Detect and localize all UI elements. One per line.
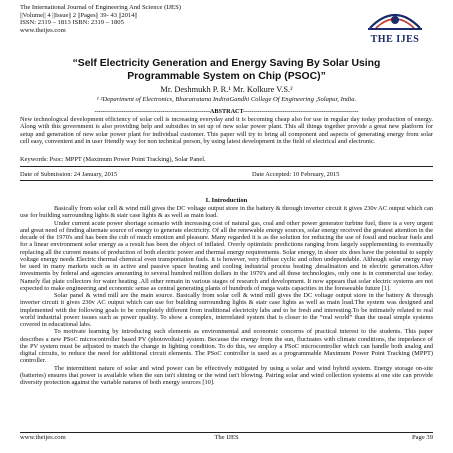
date-submission: Date of Submission: 24 January, 2015 — [20, 171, 118, 178]
authors: Mr. Deshmukh P. R.¹ Mr. Kolkure V.S.² — [160, 85, 293, 94]
footer-website[interactable]: www.theijes.com — [20, 434, 66, 441]
journal-volume: ||Volume|| 4 ||Issue|| 2 ||Pages|| 39- 43 ||2014|| — [20, 11, 138, 19]
keywords: Keywords: Psoc: MPPT (Maximum Power Point Tracking), Solar Panel. — [20, 156, 206, 163]
body-text — [20, 205, 433, 386]
affiliation: ¹ ²Department of Electronics, Bharatratana IndiraGandhi College Of Engineering ,Solapur, India. — [96, 96, 357, 103]
abstract-heading: --------------------------------------------------------ABSTRACT-------------------------------------------------------- — [94, 108, 359, 115]
logo-text: THE IJES — [370, 34, 420, 45]
footer-divider — [20, 432, 433, 433]
paragraph: Basically from solar cell & wind mill gives the DC voltage output store in the battery & through inverter circuit it gives 230v AC output which can use for building surrounding lights & stair case lights & as well as main load. — [20, 205, 433, 220]
paragraph: Solar panel & wind mill are the main source. Basically from solar cell & wind mill gives the DC voltage output store in the battery & through inverter circuit it gives 230v AC output which can use for building surrounding lights & stair case lights as well as main load.The system was designed and implemented with the following goals to be completely different from traditional electricity labs and to be fresh and interesting.To be intimately related to real world industrial power issues such as power quality. To show a complex, interrelated system that is closer to the “real world” than the usual simple systems covered in educational labs. — [20, 292, 433, 328]
journal-website[interactable]: www.theijes.com — [20, 26, 66, 34]
page-number: Page 39 — [411, 434, 433, 441]
page-footer — [20, 434, 433, 442]
footer-journal: The IJES — [214, 434, 239, 441]
paper-title — [30, 58, 423, 83]
divider — [20, 180, 433, 181]
journal-logo — [362, 4, 428, 48]
paragraph: Under current acute power shortage scenario with increasing cost of natural gas, coal and other power generator turbine fuel, there is a very urgent and great need of finding alternate source of energy to generate electricity. Of all the renewable energy sources, solar energy received the greatest attention in the decade of the 1970's and has been the cub of much emotion and pleasure. Many regarded it is as the solution for reducing the use of fossil and nuclear fuels and for a linear environment solar energy as a result has been the object of inflated. Overly optimistic predictions ranging from largely supplementing to eventually replacing all the current means of production of both electric power and thermal energy requirements. Solar energy, in sheer six does have the potential to supply voltage energy needs Electric thermal chemical even transportation fuels. it is however, very diffuse cyclic and often undependable. Although solar energy may be used in many markets such as in active and passive space heating and cooling industrial process heating ,desalination and in electric generation.After investments by federal and agencies amounting to several hundred million dollars in the 1970's and all these technologies, only one is in commercial use today. Namely flat plate collectors for water heating .All other remain in various stages of research and development. It now appears that solar electric systems are not expected to make engineering and economic sense as central generating plants of hundreds of mega watts capacities in the foreseeable future [1]. — [20, 219, 433, 292]
date-accepted: Date Accepted: 10 February, 2015 — [252, 171, 340, 178]
title-line-1: “Self Electricity Generation and Energy Saving By Solar Using — [72, 58, 381, 69]
title-line-2: Programmable System on Chip (PSOC)” — [127, 70, 326, 82]
dates-row — [20, 171, 433, 178]
abstract-text: New technological development efficiency of solar cell is increasing everyday and it is becoming cheap also for use in regular day today production of energy. Along with this government is also providing help and subsidies in set up of new solar power plant. This all things together provide a great new platform for setup and generation of new solar power plant for individual customer. This paper will try to bring all component and aspects of generating energy from solar cell easy, convenient and in user friendly way for non technical person, by using latest development in the field of electrical and electronic. — [20, 116, 433, 145]
logo-emblem-icon — [362, 4, 428, 34]
journal-header — [20, 4, 320, 34]
journal-name: The International Journal of Engineering And Science (IJES) — [20, 4, 181, 11]
divider — [20, 166, 433, 167]
section-heading: I. Introduction — [205, 197, 248, 204]
journal-issn: ISSN: 2319 – 1813 ISBN: 2319 – 1805 — [20, 19, 124, 27]
paragraph: The intermittent nature of solar and wind power can be effectively mitigated by using a solar and wind hybrid system. Energy storage on-site (batteries) ensures that power is available when the sun isn't shining or the wind isn't blowing. Pairing solar and wind collection systems at one site can provide diversity protection against the variable natures of both energy sources [10]. — [20, 364, 433, 386]
paragraph: To motivate learning by introducing such elements as environmental and economic concerns of practical interest to the students. This paper describes a new PSoC microcontroller based PV (photovoltaic) system. Because the energy from the sun, fluctuates with climate conditions, the impedance of the PV system must be adjusted to match the change in lighting condition. To do this, we employ a PSoC microcontroller which can handle both analog and digital circuits, to reduce the need for additional circuit elements. The PSoC controller is used as a programmable Maximum Power Point Tracking (MPPT) controller. — [20, 328, 433, 365]
